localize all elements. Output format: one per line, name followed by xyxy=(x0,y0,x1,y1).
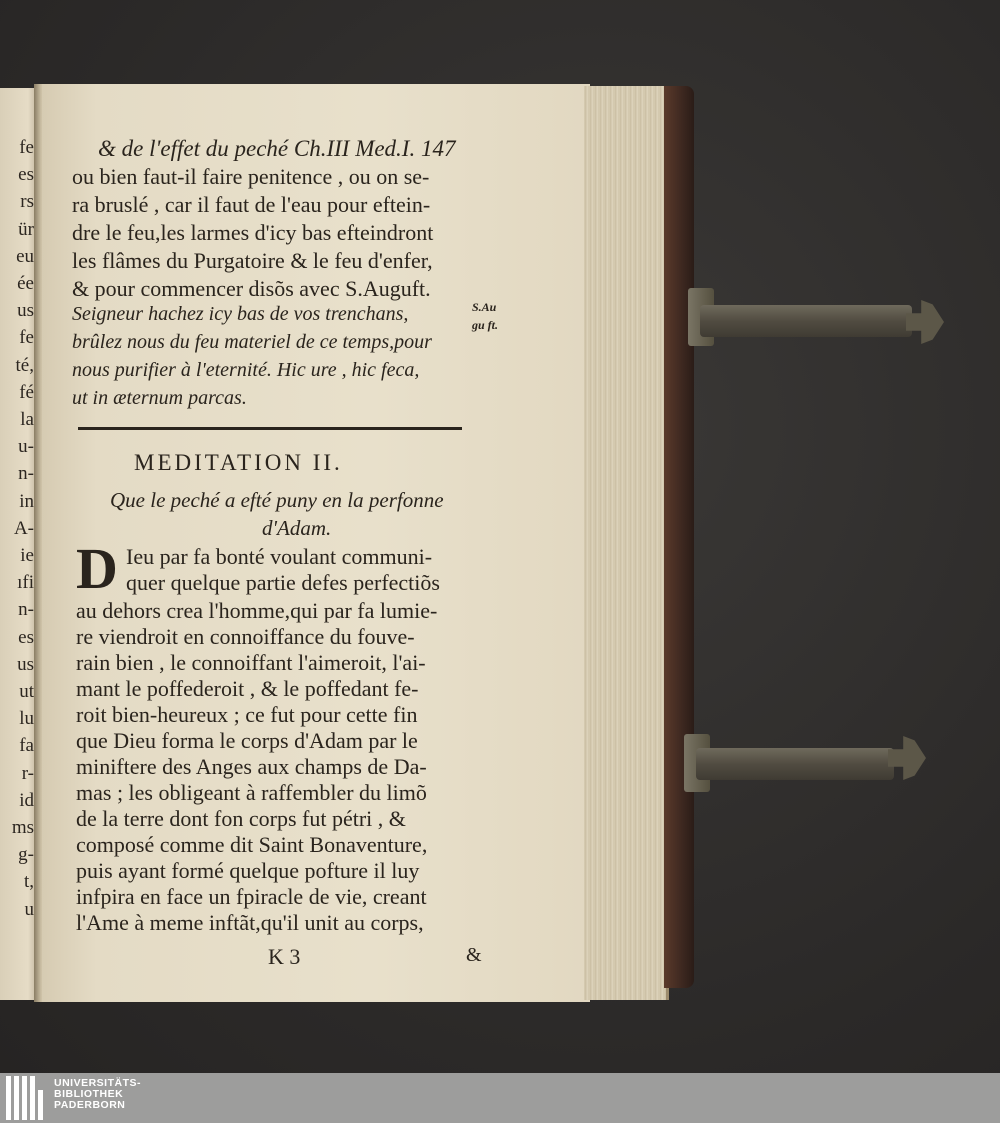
left-page-text-fragment: ms xyxy=(11,817,34,838)
italic-line: nous purifier à l'eternité. Hic ure , hic feca, xyxy=(72,359,420,381)
left-page-text-fragment: fé xyxy=(19,381,34,403)
left-page-text-fragment: té, xyxy=(15,354,34,376)
body-line: de la terre dont fon corps fut pétri , & xyxy=(76,806,406,831)
italic-line: ut in æternum parcas. xyxy=(72,387,247,409)
left-page-text-fragment: id xyxy=(19,789,34,811)
left-page-text-fragment: lu xyxy=(19,708,34,730)
library-footer-bar xyxy=(0,1073,1000,1123)
body-line: au dehors crea l'homme,qui par fa lumie- xyxy=(76,598,438,623)
library-logo-icon xyxy=(6,1076,46,1120)
left-page-text-fragment: fe xyxy=(19,327,34,349)
clasp-bottom xyxy=(696,748,894,780)
meditation-subtitle: Que le peché a efté puny en la perfonne xyxy=(110,488,444,512)
left-page-text-fragment: us xyxy=(17,300,34,322)
left-page-text-fragment: r- xyxy=(21,762,34,784)
left-page-text-fragment: g- xyxy=(18,844,34,866)
catchword: & xyxy=(466,944,482,966)
text-line: & pour commencer disõs avec S.Auguft. xyxy=(72,276,431,301)
left-page-text-fragment: u- xyxy=(18,436,34,458)
margin-note: gu ft. xyxy=(472,318,499,332)
body-line: l'Ame à meme inftãt,qu'il unit au corps, xyxy=(76,910,424,935)
library-name-line2: BIBLIOTHEK xyxy=(54,1088,124,1100)
italic-line: Seigneur hachez icy bas de vos trenchans, xyxy=(72,303,409,325)
left-page-text-fragment: eu xyxy=(16,245,34,267)
body-line: composé comme dit Saint Bonaventure, xyxy=(76,832,428,857)
body-line: mant le poffederoit , & le poffedant fe- xyxy=(76,676,419,701)
library-name-line3: PADERBORN xyxy=(54,1099,126,1111)
body-line: roit bien-heureux ; ce fut pour cette fin xyxy=(76,702,418,727)
library-name-line1: UNIVERSITÄTS- xyxy=(54,1077,142,1089)
body-line: infpira en face un fpiracle de vie, creant xyxy=(76,884,427,909)
text-line: ou bien faut-il faire penitence , ou on se- xyxy=(72,164,430,189)
left-page-text-fragment: in xyxy=(19,490,34,512)
body-line: puis ayant formé quelque pofture il luy xyxy=(76,858,420,883)
text-line: les flâmes du Purgatoire & le feu d'enfer, xyxy=(72,248,433,273)
italic-line: brûlez nous du feu materiel de ce temps,pour xyxy=(72,331,432,353)
body-line: quer quelque partie defes perfectiõs xyxy=(126,570,440,595)
body-line: miniftere des Anges aux champs de Da- xyxy=(76,754,427,779)
left-page-text-fragment: ıfi xyxy=(17,572,34,594)
left-page-text-fragment: ür xyxy=(18,218,34,240)
body-line: que Dieu forma le corps d'Adam par le xyxy=(76,728,418,753)
left-page-text-fragment: fe xyxy=(19,137,34,158)
library-name xyxy=(54,1078,141,1111)
book-cover xyxy=(664,86,694,988)
section-rule xyxy=(78,427,462,430)
left-page-text-fragment: ée xyxy=(17,273,34,294)
left-page-text-fragment: t, xyxy=(23,871,34,893)
meditation-heading: MEDITATION II. xyxy=(134,450,343,475)
margin-note: S.Au xyxy=(472,300,497,314)
left-page-text-fragment: rs xyxy=(20,191,34,213)
left-page-text-fragment: n- xyxy=(18,463,34,485)
running-head: & de l'effet du peché Ch.III Med.I. 147 xyxy=(98,136,456,161)
left-page-text-fragment: es xyxy=(18,626,34,648)
text-line: dre le feu,les larmes d'icy bas efteindront xyxy=(72,220,434,245)
left-page-text-fragment: n- xyxy=(18,599,34,621)
drop-cap: D xyxy=(76,536,118,601)
left-page-text-fragment: es xyxy=(18,164,34,186)
left-page-text-fragment: A- xyxy=(13,517,34,539)
page-edges xyxy=(584,86,669,1000)
clasp-top xyxy=(700,305,912,337)
body-line: rain bien , le connoiffant l'aimeroit, l'ai- xyxy=(76,650,426,675)
left-page-text-fragment: fa xyxy=(19,735,34,757)
left-page-text-fragment: la xyxy=(20,409,34,430)
left-page-text-fragment: ut xyxy=(19,681,34,702)
signature-mark: K 3 xyxy=(268,944,301,969)
left-page-text-fragment: us xyxy=(17,653,34,675)
body-line: Ieu par fa bonté voulant communi- xyxy=(126,544,433,569)
left-page-text-fragment: u xyxy=(24,898,34,920)
body-line: re viendroit en connoiffance du fouve- xyxy=(76,624,415,649)
body-line: mas ; les obligeant à raffembler du limõ xyxy=(76,780,427,805)
left-page-text-fragment: ie xyxy=(20,545,34,566)
meditation-subtitle-cont: d'Adam. xyxy=(262,516,332,540)
text-line: ra bruslé , car il faut de l'eau pour eftein- xyxy=(72,192,431,217)
